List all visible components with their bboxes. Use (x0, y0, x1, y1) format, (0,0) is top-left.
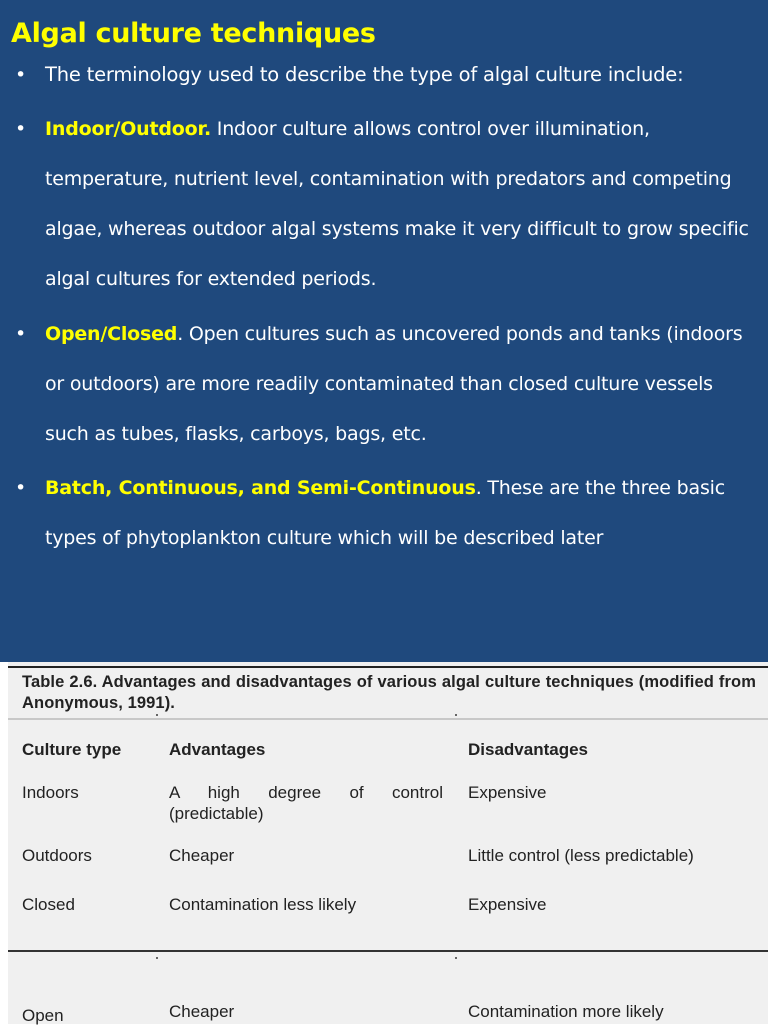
bullet-text: . These are the three basic types of phytoplankton culture which will be described later (45, 477, 725, 549)
bullet-item-terminology (15, 50, 755, 100)
bullet-item-batch-continuous (15, 463, 755, 563)
advantages-table (8, 662, 768, 1024)
bullet-body (45, 309, 755, 459)
row-closed-advantage: Contamination less likely (169, 895, 357, 914)
row-outdoors-type: Outdoors (22, 846, 92, 865)
row-open-advantage: Cheaper (169, 1002, 235, 1021)
bullet-highlight: Indoor/Outdoor. (45, 118, 211, 140)
bullet-dot: • (15, 477, 27, 499)
column-tick (455, 714, 457, 716)
row-outdoors-disadvantage: Little control (less predictable) (468, 846, 694, 865)
row-outdoors-advantage: Cheaper (169, 846, 235, 865)
column-tick (156, 957, 158, 959)
bullet-dot: • (15, 64, 27, 86)
row-indoors-disadvantage: Expensive (468, 783, 547, 802)
bullet-dot: • (15, 323, 27, 345)
row-open-type: Open (22, 1006, 64, 1025)
row-closed-type: Closed (22, 895, 75, 914)
header-culture-type: Culture type (22, 740, 122, 759)
column-tick (455, 957, 457, 959)
bullet-body (45, 463, 755, 563)
bullet-item-indoor-outdoor (15, 104, 755, 304)
row-open-disadvantage: Contamination more likely (468, 1002, 664, 1021)
row-indoors-type: Indoors (22, 783, 79, 802)
bullet-dot: • (15, 118, 27, 140)
bullet-body (45, 104, 755, 304)
bullet-highlight: Open/Closed (45, 323, 178, 345)
bullet-item-open-closed (15, 309, 755, 459)
bullet-text: The terminology used to describe the type of algal culture include: (45, 63, 684, 86)
bullet-text: Indoor culture allows control over illumination, temperature, nutrient level, contamination with predators and competing algae, whereas outdoor algal systems make it very difficult to grow specific algal cultures for extended periods. (45, 118, 749, 290)
table-top-rule (8, 666, 768, 668)
row-indoors-advantage: A high degree of control (predictable) (169, 783, 443, 823)
header-divider (8, 718, 768, 720)
page-break-rule (8, 950, 768, 952)
column-tick (156, 714, 158, 716)
header-disadvantages: Disadvantages (468, 740, 588, 759)
header-advantages: Advantages (169, 740, 266, 759)
bullet-text: . Open cultures such as uncovered ponds and tanks (indoors or outdoors) are more readily contaminated than closed culture vessels such as tubes, flasks, carboys, bags, etc. (45, 323, 743, 445)
row-closed-disadvantage: Expensive (468, 895, 547, 914)
slide-title: Algal culture techniques (11, 18, 376, 49)
table-caption: Table 2.6. Advantages and disadvantages of various algal culture techniques (modified from Anonymous, 1991). (22, 673, 756, 712)
bullet-highlight: Batch, Continuous, and Semi-Continuous (45, 477, 476, 499)
